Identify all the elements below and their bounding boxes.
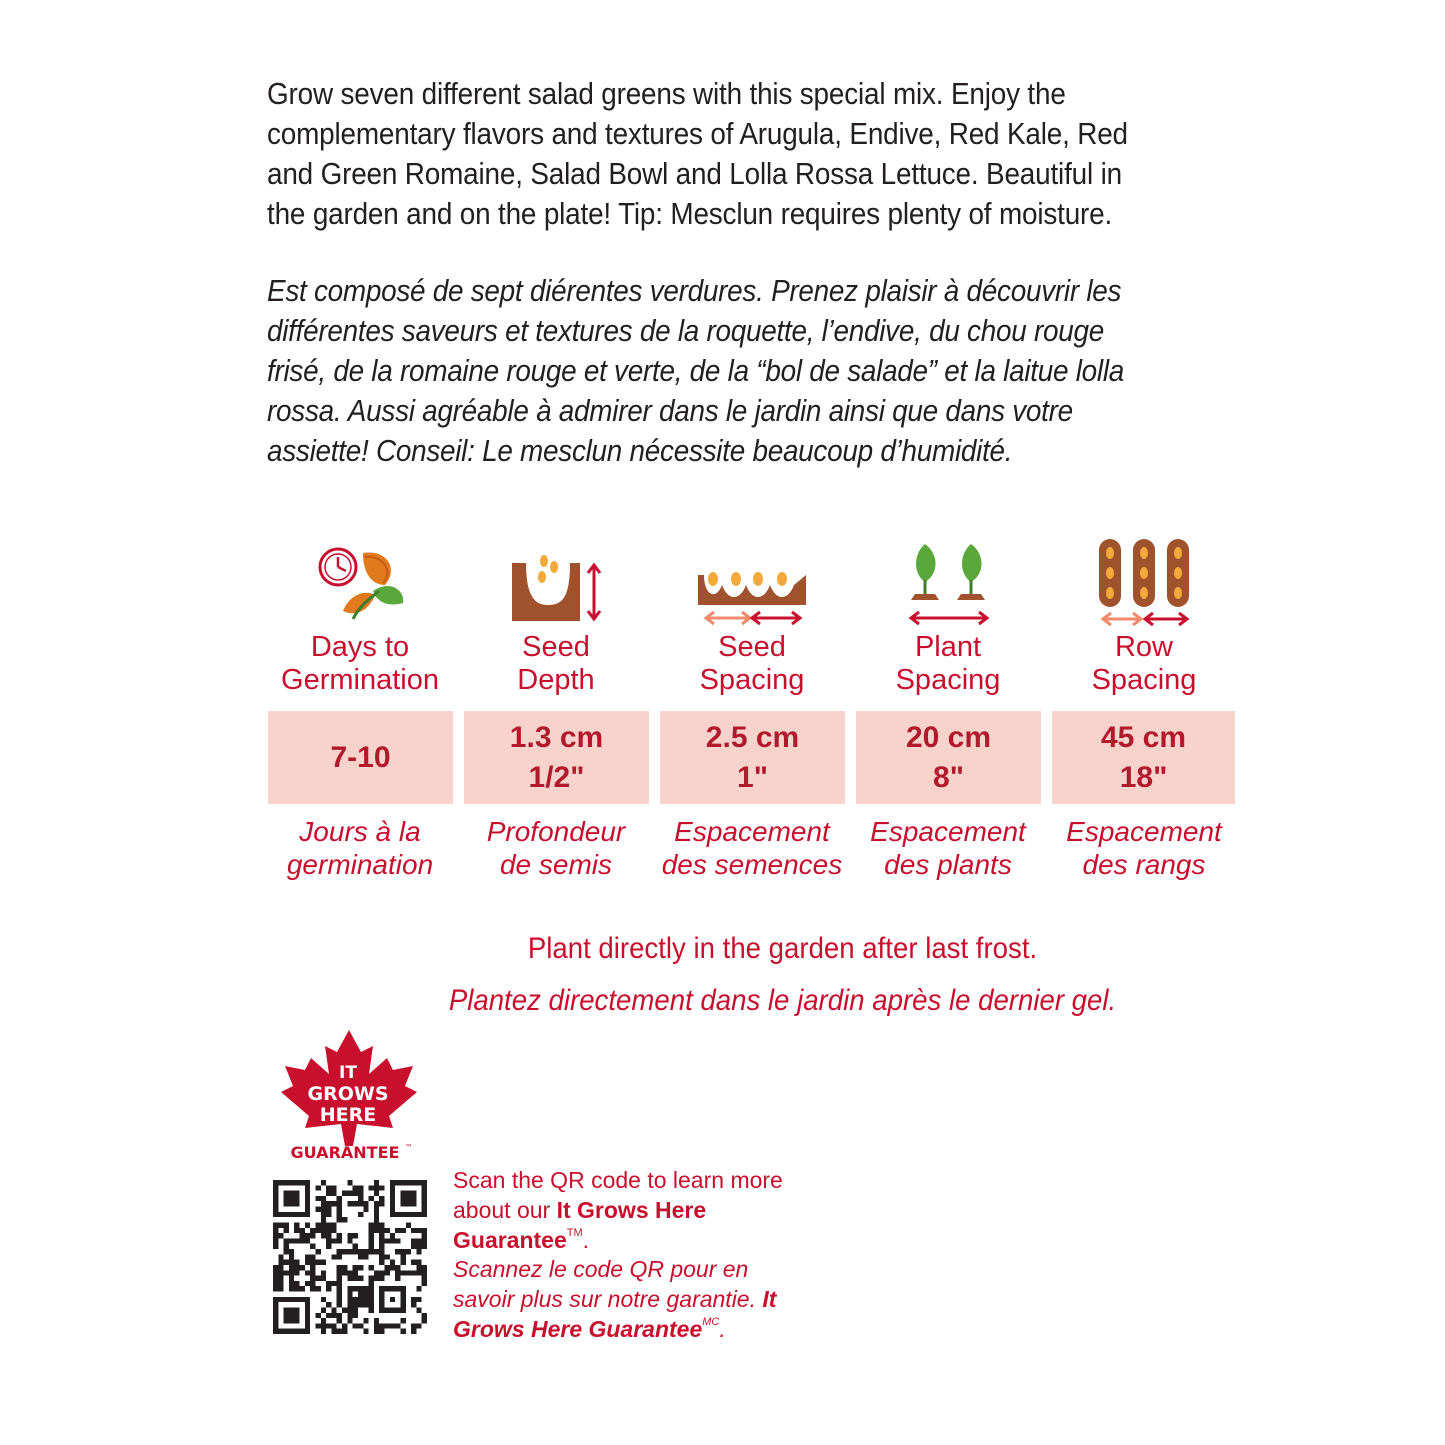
logo-tm: ™ [405,1143,413,1152]
description-english-text: Grow seven different salad greens with this special mix. Enjoy the complementary flavors and textures of Arugula, Endive, Red Kale, Red and Green Romaine, Salad Bowl and Lolla Rossa Lettuce. Beautiful in the garden and on the plate! Tip: Mesclun requires plenty of moisture. [267,76,1128,231]
description-french-text: Est composé de sept diérentes verdures. Prenez plaisir à découvrir les différentes saveurs et textures de la roquette, l’endive, du chou rouge frisé, de la romaine rouge et verte, de la “bol de salade” et la laitue lolla rossa. Aussi agréable à admirer dans le jardin ainsi que dans votre assiette! Conseil: Le mesclun nécessite beaucoup d’humidité. [267,273,1125,468]
value-row-spacing: 45 cm 18" [1052,711,1235,804]
label-fr-days-to-germination: Jours à la germination [286,816,434,880]
planting-note-french: Plantez directement dans le jardin après le dernier gel. [448,984,1117,1017]
qr-caption-french-bold: It Grows Here Guarantee [453,1286,777,1342]
seed-depth-icon [512,553,604,623]
qr-caption-english: Scan the QR code to learn more about our It Grows Here Guarantee™. [453,1167,783,1253]
label-fr-seed-spacing: Espacement des semences [661,816,843,880]
qr-code[interactable] [273,1180,427,1334]
planting-note-english: Plant directly in the garden after last frost. [527,932,1038,965]
logo-line-2: GROWS [307,1083,389,1105]
label-fr-plant-spacing: Espacement des plants [870,816,1026,880]
value-seed-spacing: 2.5 cm 1" [660,711,845,804]
value-plant-spacing: 20 cm 8" [856,711,1041,804]
label-fr-seed-depth: Profondeur de semis [486,816,626,880]
label-fr-row-spacing: Espacement des rangs [1066,816,1222,880]
logo-line-4: GUARANTEE [290,1143,400,1162]
seed-spacing-icon [698,565,808,627]
clock-sprout-icon [313,545,408,621]
label-en-row-spacing: Row Spacing [1091,631,1197,696]
plant-spacing-icon [905,540,991,626]
label-en-days-to-germination: Days to Germination [281,631,439,696]
value-seed-depth: 1.3 cm 1/2" [464,711,649,804]
value-days-to-germination: 7-10 [268,711,453,804]
qr-caption-english-bold: It Grows Here Guarantee [453,1197,707,1253]
label-en-seed-spacing: Seed Spacing [699,631,805,696]
label-en-seed-depth: Seed Depth [517,631,595,696]
description-english [267,74,1167,234]
logo-line-1: IT [339,1063,357,1083]
label-en-plant-spacing: Plant Spacing [895,631,1001,696]
row-spacing-icon [1097,537,1192,627]
logo-line-3: HERE [319,1104,377,1126]
it-grows-here-guarantee-logo [277,1028,422,1163]
description-french [267,271,1167,471]
qr-caption-french: Scannez le code QR pour en savoir plus sur notre garantie. It Grows Here Guarantee$^{MC}$. [453,1256,777,1342]
